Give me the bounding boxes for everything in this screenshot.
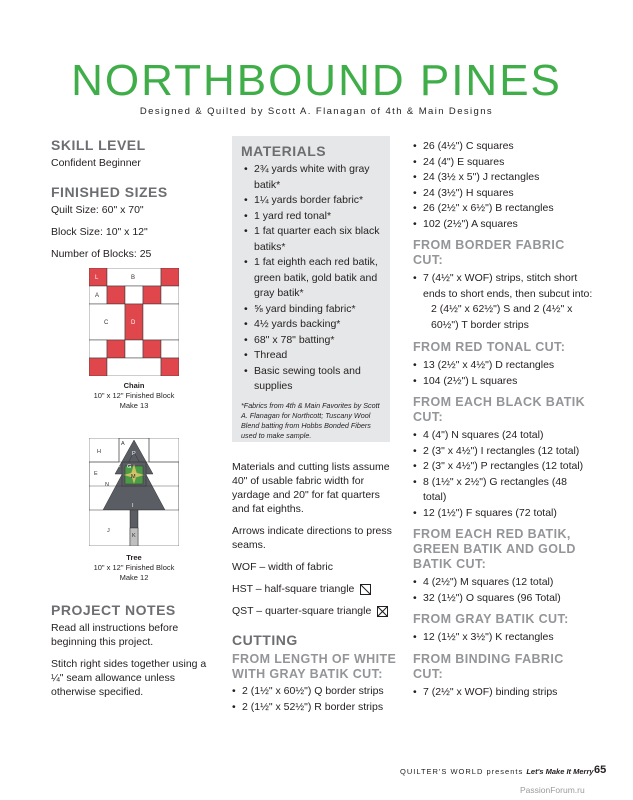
tree-label-k: K (132, 533, 136, 539)
materials-item: • 68" x 78" batting* (244, 333, 382, 349)
tree-label-f: F (117, 464, 121, 470)
cutting-binding-heading: FROM BINDING FABRIC CUT: (413, 651, 564, 681)
materials-item: • 2¾ yards white with gray batik* (244, 162, 382, 193)
cutting-white-list-a (232, 684, 400, 715)
info-yardage: Materials and cutting lists assume 40" of usable fabric width for yardage and 20" for fat quarters and fat eighths. (232, 461, 390, 515)
block-size: Block Size: 10" x 12" (51, 226, 148, 238)
materials-item: • 1 fat quarter each six black batiks* (244, 224, 382, 255)
footer-issue: Let's Make It Merry (526, 767, 594, 776)
cutting-item: • 32 (1½") O squares (96 Total) (413, 591, 593, 607)
materials-item: • 4½ yards backing* (244, 317, 382, 333)
footer-credit (400, 767, 594, 776)
tree-caption-title: Tree (126, 553, 142, 562)
tree-block-diagram (89, 438, 179, 546)
left-column (51, 137, 221, 261)
chain-caption (69, 381, 199, 411)
qst-icon (377, 606, 388, 617)
cutting-item: • 12 (1½") F squares (72 total) (413, 506, 593, 522)
right-column (413, 139, 593, 700)
materials-note: *Fabrics from 4th & Main Favorites by Scott A. Flanagan for Northcott; Tuscany Wool Blend batting from Hobbs Bonded Fibers used to make sample. (241, 400, 380, 440)
cutting-item: • 2 (3" x 4½") I rectangles (12 total) (413, 444, 593, 460)
finished-sizes-heading: FINISHED SIZES (51, 184, 168, 200)
tree-caption (69, 553, 199, 583)
materials-item: • 1 fat eighth each red batik, green batik, gold batik and gray batik* (244, 255, 382, 302)
cutting-item: • 7 (4½" x WOF) strips, stitch short ends to short ends, then subcut into: (413, 271, 593, 302)
cutting-item: • 24 (4") E squares (413, 155, 593, 171)
info-section (232, 460, 400, 715)
cutting-gray-list (413, 630, 593, 646)
cutting-red-list (413, 358, 593, 389)
watermark: PassionForum.ru (520, 785, 585, 795)
cutting-item: • 102 (2½") A squares (413, 217, 593, 233)
cutting-item: • 12 (1½" x 3½") K rectangles (413, 630, 593, 646)
chain-label-l: L (95, 275, 99, 281)
block-count: Number of Blocks: 25 (51, 248, 152, 260)
cutting-item: • 4 (2½") M squares (12 total) (413, 575, 593, 591)
info-qst-row (232, 604, 400, 618)
chain-label-d: D (131, 320, 136, 326)
tree-label-e: E (94, 471, 98, 477)
cutting-item: • 7 (2½" x WOF) binding strips (413, 685, 593, 701)
chain-label-a: A (95, 293, 100, 299)
chain-caption-make: Make 13 (119, 401, 149, 410)
materials-item: • Thread (244, 348, 382, 364)
project-notes (51, 602, 211, 699)
cutting-border-subcut: 2 (4½" x 62½") S and 2 (4½" x 60½") T border strips (431, 303, 573, 331)
chain-label-b: B (131, 275, 136, 281)
chain-caption-title: Chain (123, 381, 145, 390)
cutting-item: • 2 (3" x 4½") P rectangles (12 total) (413, 459, 593, 475)
cutting-rgg-list (413, 575, 593, 606)
cutting-item: • 4 (4") N squares (24 total) (413, 428, 593, 444)
cutting-binding-list (413, 685, 593, 701)
cutting-item: • 104 (2½") L squares (413, 374, 593, 390)
cutting-item: • 13 (2½" x 4½") D rectangles (413, 358, 593, 374)
info-wof: WOF – width of fabric (232, 561, 333, 573)
materials-item: • 1¼ yards border fabric* (244, 193, 382, 209)
cutting-border-list (413, 271, 593, 302)
tree-caption-size: 10" x 12" Finished Block (93, 563, 175, 572)
tree-label-m: M (131, 474, 136, 480)
page-number: 65 (594, 764, 607, 776)
pattern-title: NORTHBOUND PINES (71, 56, 562, 105)
tree-label-j: J (107, 528, 110, 534)
footer-magazine: QUILTER'S WORLD presents (400, 767, 524, 776)
hst-icon (360, 584, 371, 595)
materials-item: • ⅝ yard binding fabric* (244, 302, 382, 318)
cutting-item: • 2 (1½" x 52½") R border strips (232, 700, 400, 716)
skill-level-heading: SKILL LEVEL (51, 137, 146, 153)
info-hst: HST – half-square triangle (232, 583, 355, 595)
cutting-black-heading: FROM EACH BLACK BATIK CUT: (413, 395, 586, 424)
tree-label-n: N (105, 482, 109, 488)
tree-label-g: G (127, 464, 132, 470)
cutting-rgg-heading: FROM EACH RED BATIK, GREEN BATIK AND GOLD BATIK CUT: (413, 527, 576, 571)
project-notes-p2: Stitch right sides together using a ¼" seam allowance unless otherwise specified. (51, 658, 207, 698)
cutting-black-list (413, 428, 593, 521)
info-qst: QST – quarter-square triangle (232, 605, 372, 617)
cutting-item: • 8 (1½" x 2½") G rectangles (48 total) (413, 475, 593, 506)
cutting-red-heading: FROM RED TONAL CUT: (413, 340, 566, 354)
project-notes-p1: Read all instructions before beginning this project. (51, 622, 179, 648)
materials-box (232, 136, 390, 442)
materials-heading: MATERIALS (241, 143, 327, 159)
chain-block-diagram (89, 268, 179, 376)
chain-label-c: C (104, 320, 109, 326)
chain-caption-size: 10" x 12" Finished Block (93, 391, 175, 400)
tree-caption-make: Make 12 (119, 573, 149, 582)
cutting-border-heading: FROM BORDER FABRIC CUT: (413, 238, 565, 267)
quilt-size: Quilt Size: 60" x 70" (51, 204, 144, 216)
tree-label-i: I (132, 503, 134, 509)
info-hst-row (232, 582, 400, 596)
materials-item: • Basic sewing tools and supplies (244, 364, 382, 395)
tree-label-h: H (97, 449, 101, 455)
skill-level-value: Confident Beginner (51, 157, 141, 169)
materials-item: • 1 yard red tonal* (244, 209, 382, 225)
materials-list (244, 162, 382, 395)
cutting-heading: CUTTING (232, 632, 298, 648)
cutting-item: • 26 (4½") C squares (413, 139, 593, 155)
project-notes-heading: PROJECT NOTES (51, 602, 176, 618)
cutting-item: • 2 (1½" x 60½") Q border strips (232, 684, 400, 700)
tree-label-p: P (132, 451, 136, 457)
cutting-item: • 24 (3½ x 5") J rectangles (413, 170, 593, 186)
cutting-white-list-b (413, 139, 593, 232)
cutting-gray-heading: FROM GRAY BATIK CUT: (413, 612, 569, 626)
designer-credit: Designed & Quilted by Scott A. Flanagan of 4th & Main Designs (139, 106, 494, 117)
tree-label-a: A (121, 441, 125, 447)
cutting-item: • 24 (3½") H squares (413, 186, 593, 202)
cutting-item: • 26 (2½" x 6½") B rectangles (413, 201, 593, 217)
info-arrows: Arrows indicate directions to press seams. (232, 525, 392, 551)
cutting-white-heading: FROM LENGTH OF WHITE WITH GRAY BATIK CUT: (232, 652, 397, 681)
